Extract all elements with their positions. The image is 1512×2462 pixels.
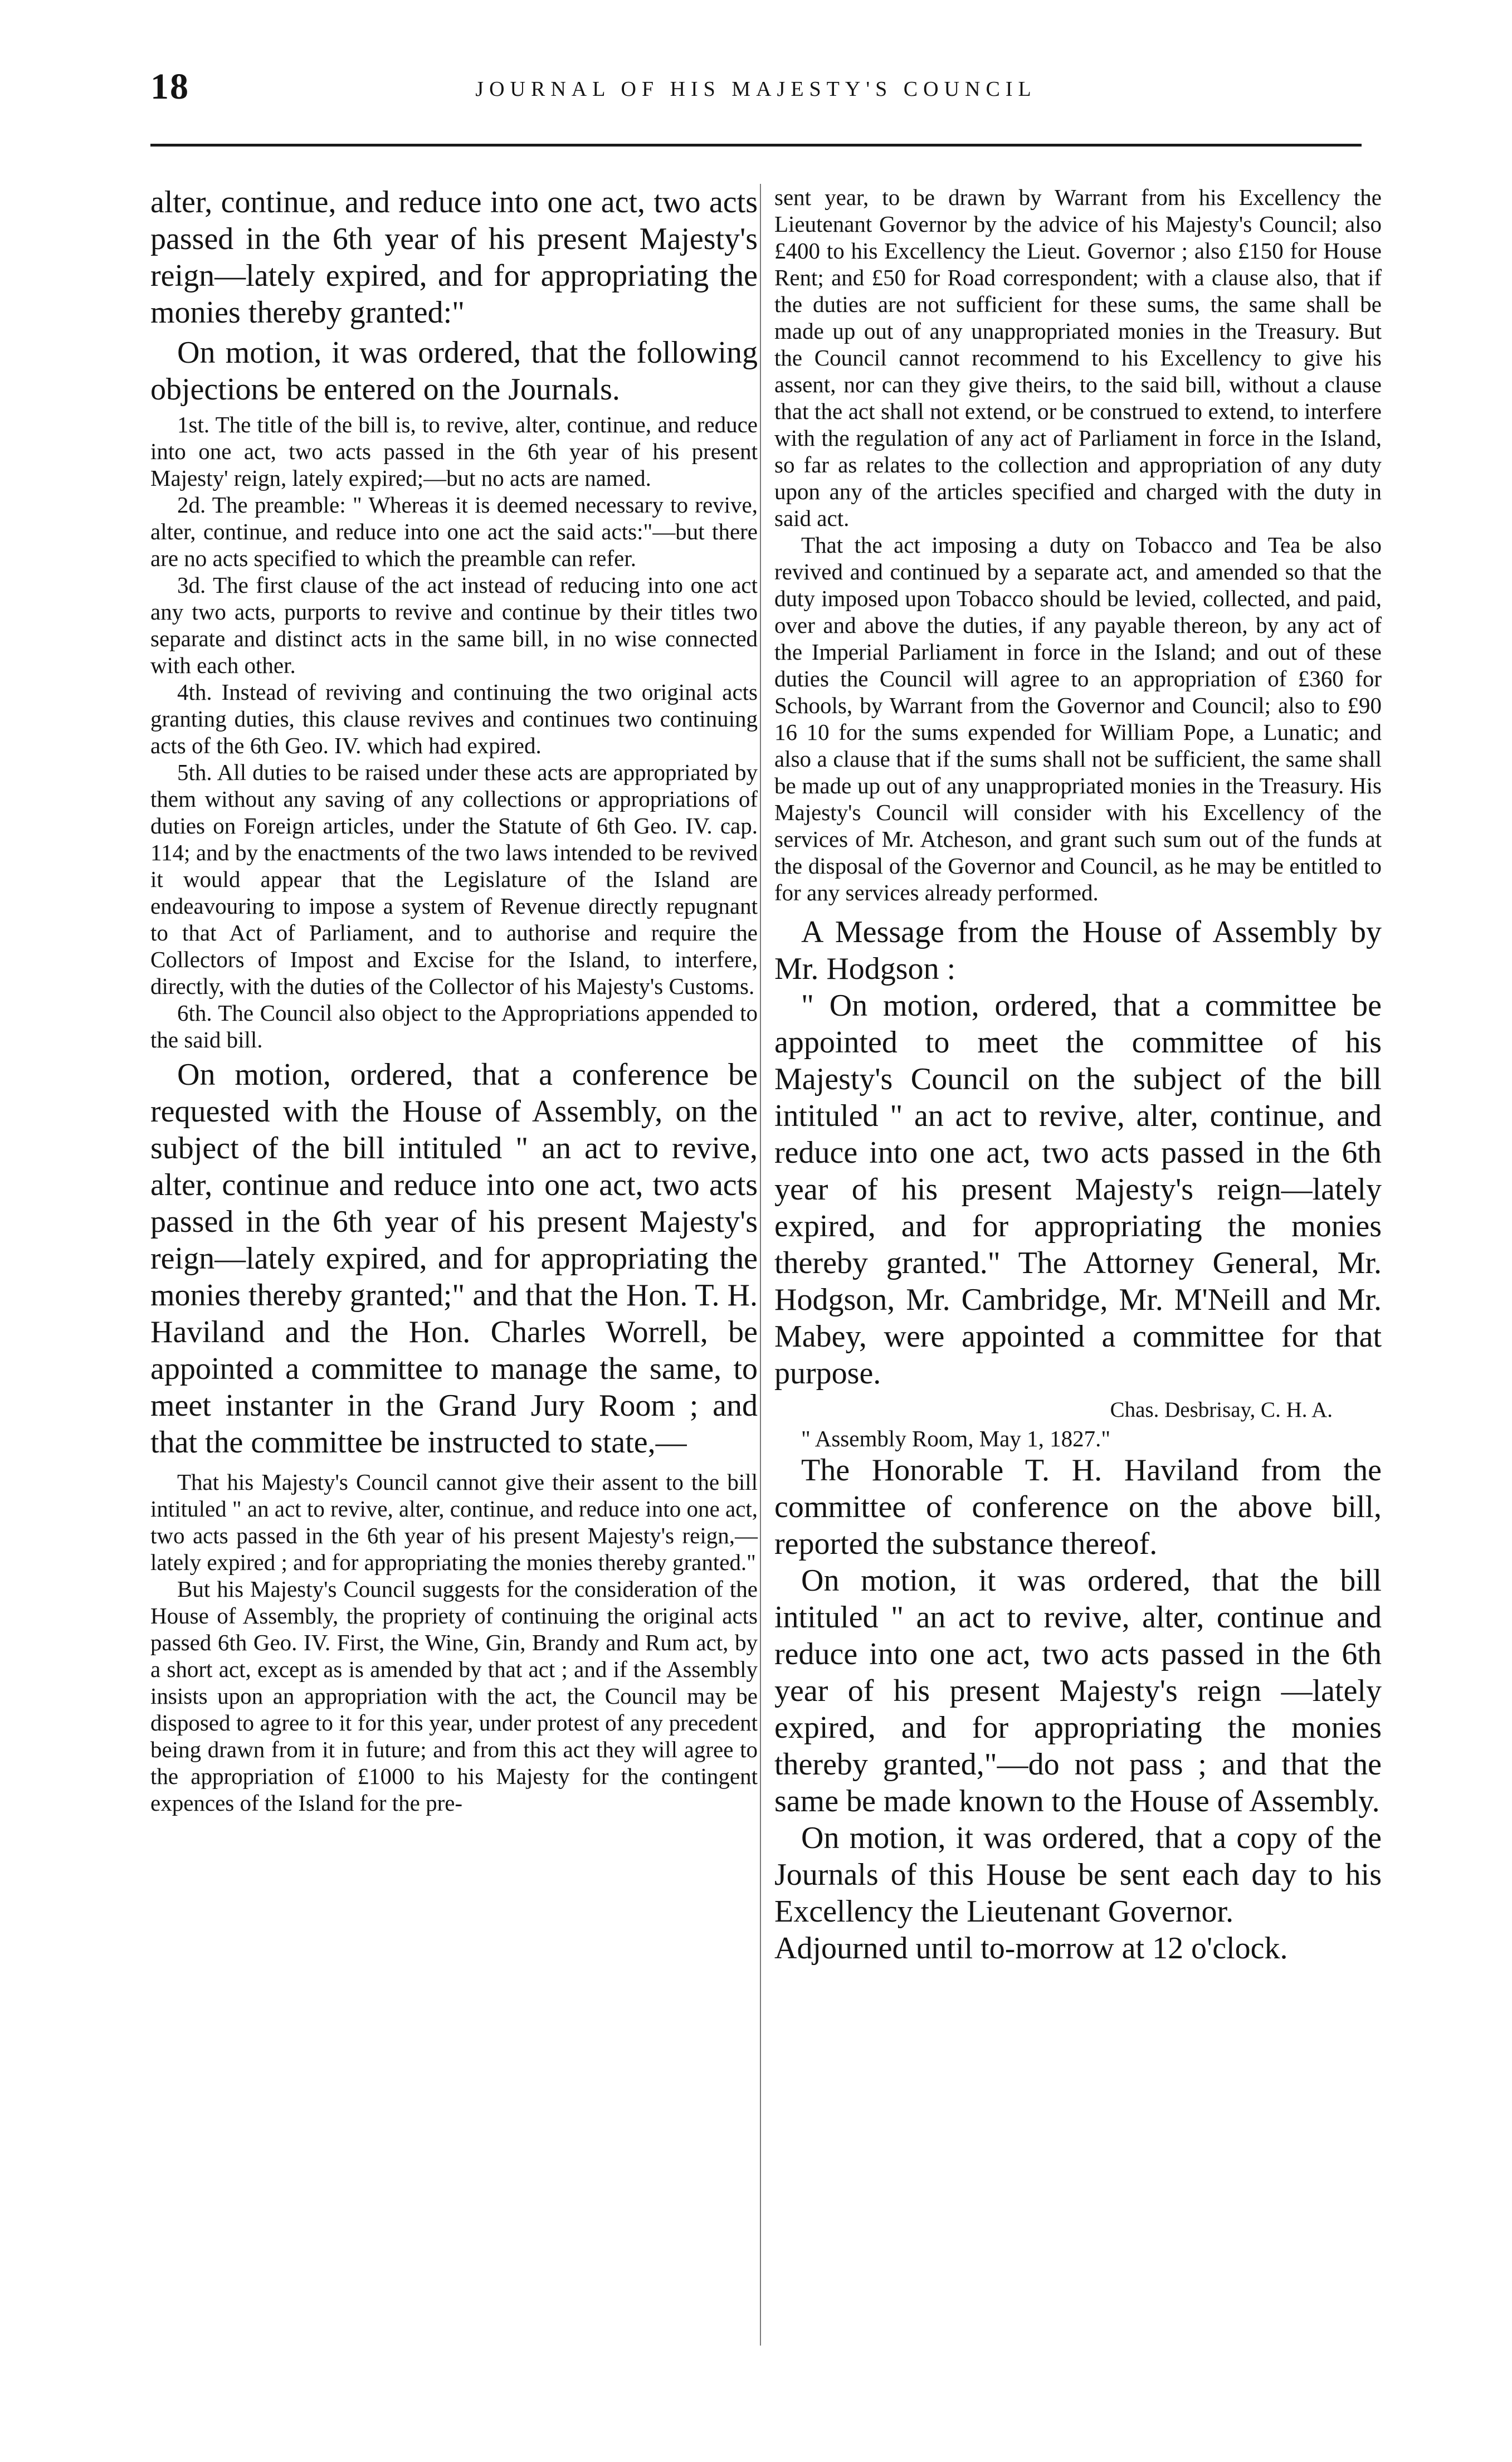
right-paragraph-continuation: sent year, to be drawn by Warrant from his Excellency the Lieutenant Governor by the advice of his Majesty's Council; also £400 to his Excellency the Lieut. Governor ; also £150 for House Rent; and £50 for Road correspondent; with a clause also, that if the duties are not sufficient for these sums, the same shall be made up out of any unappropriated monies in the Treasury. But the Council cannot recommend to his Excellency to give his assent, nor can they give theirs, to the said bill, without a clause that the act shall not extend, or be construed to extend, to interfere with the regulation of any act of Parliament in force in the Island, so far as relates to the collection and appropriation of any duty upon any of the articles specified and charged with the duty in said act. bbox=[774, 184, 1382, 531]
right-paragraph-do-not-pass: On motion, it was ordered, that the bill intituled " an act to revive, alter, continue and reduce into one act, two acts passed in the 6th year of his present Majesty's reign —lately expired, and for appropriating the monies thereby granted,"—do not pass ; and that the same be made known to the House of Assembly. bbox=[774, 1563, 1382, 1819]
objection-4: 4th. Instead of reviving and continuing the two original acts granting duties, this clause revives and continues two continuing acts of the 6th Geo. IV. which had expired. bbox=[150, 679, 758, 758]
objection-3: 3d. The first clause of the act instead of reducing into one act any two acts, purports to revive and continue by their titles two separate and distinct acts in the same bill, in no wise connected with each other. bbox=[150, 572, 758, 678]
objection-2: 2d. The preamble: " Whereas it is deemed necessary to revive, alter, continue, and reduce into one act the said acts:"—but there are no acts specified to which the preamble can refer. bbox=[150, 492, 758, 571]
right-paragraph-message: A Message from the House of Assembly by Mr. Hodgson : bbox=[774, 915, 1382, 986]
column-divider bbox=[760, 184, 761, 2346]
left-paragraph-continuation: alter, continue, and reduce into one act, two acts passed in the 6th year of his present Majesty's reign—lately expired, and for appropriating the monies thereby granted:" bbox=[150, 185, 758, 330]
left-paragraph-conference: On motion, ordered, that a conference be requested with the House of Assembly, on the subject of the bill intituled " an act to revive, alter, continue and reduce into one act, two acts passed in the 6th year of his present Majesty's reign—lately expired, and for appropriating the monies thereby granted;" and that the Hon. T. H. Haviland and the Hon. Charles Worrell, be appointed a committee to manage the same, to meet instanter in the Grand Jury Room ; and that the committee be instructed to state,— bbox=[150, 1057, 758, 1460]
left-paragraph-suggestion: But his Majesty's Council suggests for the consideration of the House of Assembly, the propriety of continuing the original acts passed 6th Geo. IV. First, the Wine, Gin, Brandy and Rum act, by a short act, except as is amended by that act ; and if the Assembly insists upon an appropriation with the act, the Council may be disposed to agree to it for this year, under protest of any precedent being drawn from it in future; and from this act they will agree to the appropriation of £1000 to his Majesty for the contingent expences of the Island for the pre- bbox=[150, 1576, 758, 1816]
objection-6: 6th. The Council also object to the Appropriations appended to the said bill. bbox=[150, 1000, 758, 1052]
right-column bbox=[774, 184, 1382, 1967]
page-header bbox=[150, 66, 1362, 121]
signature-place: " Assembly Room, May 1, 1827." bbox=[801, 1426, 1111, 1451]
right-paragraph-tobacco-tea: That the act imposing a duty on Tobacco and Tea be also revived and continued by a separate act, and amended so that the duty imposed upon Tobacco should be levied, collected, and paid, over and above the duties, if any payable thereon, by any act of the Imperial Parliament in force in the Island; and out of these duties the Council will agree to an appropriation of £360 for Schools, by Warrant from the Governor and Council; also to £90 16 10 for the sums expended for William Pope, a Lunatic; and also a clause that if the sums shall not be sufficient, the same shall be made up out of any unappropriated monies in the Treasury. His Majesty's Council will consider with his Excellency of the services of Mr. Atcheson, and grant such sum out of the funds at the disposal of the Governor and Council, as he may be entitled to for any services already performed. bbox=[774, 532, 1382, 905]
objection-1: 1st. The title of the bill is, to revive, alter, continue, and reduce into one act, two acts passed in the 6th year of his present Majesty' reign, lately expired;—but no acts are named. bbox=[150, 412, 758, 491]
right-paragraph-adjourned: Adjourned until to-morrow at 12 o'clock. bbox=[774, 1931, 1288, 1966]
left-column bbox=[150, 184, 758, 1816]
left-paragraph-motion-objections: On motion, it was ordered, that the following objections be entered on the Journals. bbox=[150, 335, 758, 407]
running-head: JOURNAL OF HIS MAJESTY'S COUNCIL bbox=[475, 77, 1037, 101]
header-rule bbox=[150, 144, 1362, 147]
right-paragraph-committee: " On motion, ordered, that a committee be appointed to meet the committee of his Majesty's Council on the subject of the bill intituled " an act to revive, alter, continue, and reduce into one act, two acts passed in the 6th year of his present Majesty's reign—lately expired, and for appropriating the monies thereby granted." The Attorney General, Mr. Hodgson, Mr. Cambridge, Mr. M'Neill and Mr. Mabey, were appointed a committee for that purpose. bbox=[774, 988, 1382, 1391]
page-number: 18 bbox=[150, 66, 189, 107]
left-paragraph-cannot-assent: That his Majesty's Council cannot give their assent to the bill intituled " an act to revive, alter, continue, and reduce into one act, two acts passed in the 6th year of his present Majesty's reign,—lately expired ; and for appropriating the monies thereby granted." bbox=[150, 1469, 758, 1575]
signature-name: Chas. Desbrisay, C. H. A. bbox=[1110, 1398, 1333, 1422]
objection-5: 5th. All duties to be raised under these acts are appropriated by them without any saving of any collections or appropriations of duties on Foreign articles, under the Statute of 6th Geo. IV. cap. 114; and by the enactments of the two laws intended to be revived it would appear that the Legislature of the Island are endeavouring to impose a system of Revenue directly repugnant to that Act of Parliament, and to authorise and require the Collectors of Impost and Excise for the Island, to interfere, directly, with the duties of the Collector of his Majesty's Customs. bbox=[150, 759, 758, 999]
right-paragraph-report: The Honorable T. H. Haviland from the committee of conference on the above bill, reported the substance thereof. bbox=[774, 1453, 1382, 1561]
right-paragraph-journals-copy: On motion, it was ordered, that a copy of the Journals of this House be sent each day to his Excellency the Lieutenant Governor. bbox=[774, 1821, 1382, 1929]
